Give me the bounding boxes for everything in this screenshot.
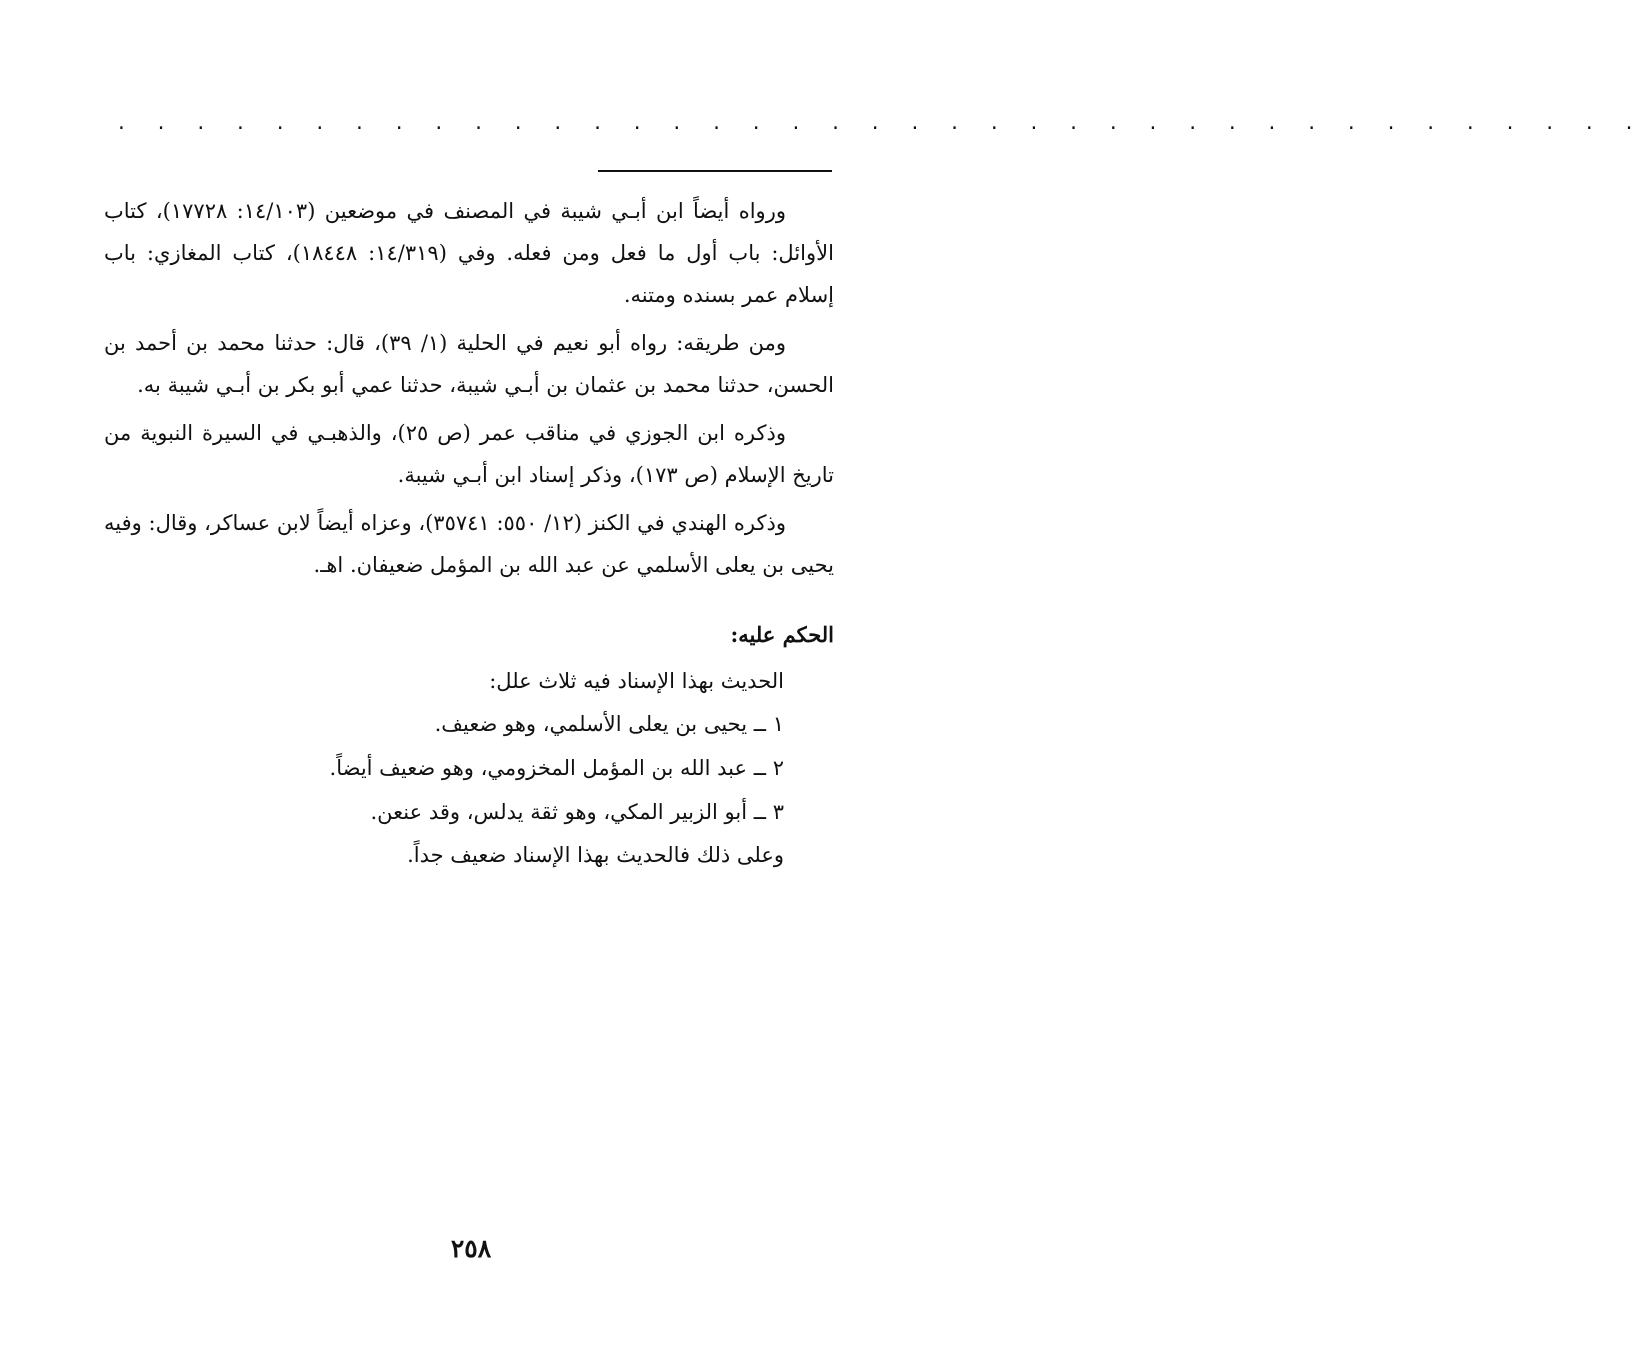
ruling-item: ١ ــ يحيى بن يعلى الأسلمي، وهو ضعيف. (434, 712, 784, 736)
footnote-rule (598, 170, 832, 172)
ruling-intro: الحديث بهذا الإسناد فيه ثلاث علل: (489, 669, 784, 693)
ruling-item: ٢ ــ عبد الله بن المؤمل المخزومي، وهو ضعيف أيضاً. (329, 756, 784, 780)
page-body (104, 190, 834, 876)
paragraph-abu-nuaym: ومن طريقه: رواه أبو نعيم في الحلية (١/ ٣٩)، قال: حدثنا محمد بن أحمد بن الحسن، حدثنا محمد بن عثمان بن أبـي شيبة، حدثنا عمي أبو بكر بن أبـي شيبة به. (104, 331, 834, 397)
ruling-item: ٣ ــ أبو الزبير المكي، وهو ثقة يدلس، وقد عنعن. (370, 800, 784, 824)
dotted-separator: . . . . . . . . . . . . . . . . . . . . . . . . . . . . . . . . . . . . . . . (116, 113, 1643, 134)
ruling-heading: الحكم عليه: (730, 622, 834, 647)
paragraph-al-hindi: وذكره الهندي في الكنز (١٢/ ٥٥٠: ٣٥٧٤١)، وعزاه أيضاً لابن عساكر، وقال: وفيه يحيى بن يعلى الأسلمي عن عبد الله بن المؤمل ضعيفان. اهـ. (104, 511, 834, 577)
page-number: ٢٥٨ (450, 1234, 492, 1263)
paragraph-ibn-al-jawzi: وذكره ابن الجوزي في مناقب عمر (ص ٢٥)، والذهبـي في السيرة النبوية من تاريخ الإسلام (ص ١٧٣)، وذكر إسناد ابن أبـي شيبة. (104, 421, 834, 487)
ruling-conclusion: وعلى ذلك فالحديث بهذا الإسناد ضعيف جداً. (407, 843, 784, 867)
paragraph-ibn-abi-shaybah: ورواه أيضاً ابن أبـي شيبة في المصنف في موضعين (١٤/١٠٣: ١٧٧٢٨)، كتاب الأوائل: باب أول ما فعل ومن فعله. وفي (١٤/٣١٩: ١٨٤٤٨)، كتاب المغازي: باب إسلام عمر بسنده ومتنه. (104, 199, 834, 307)
